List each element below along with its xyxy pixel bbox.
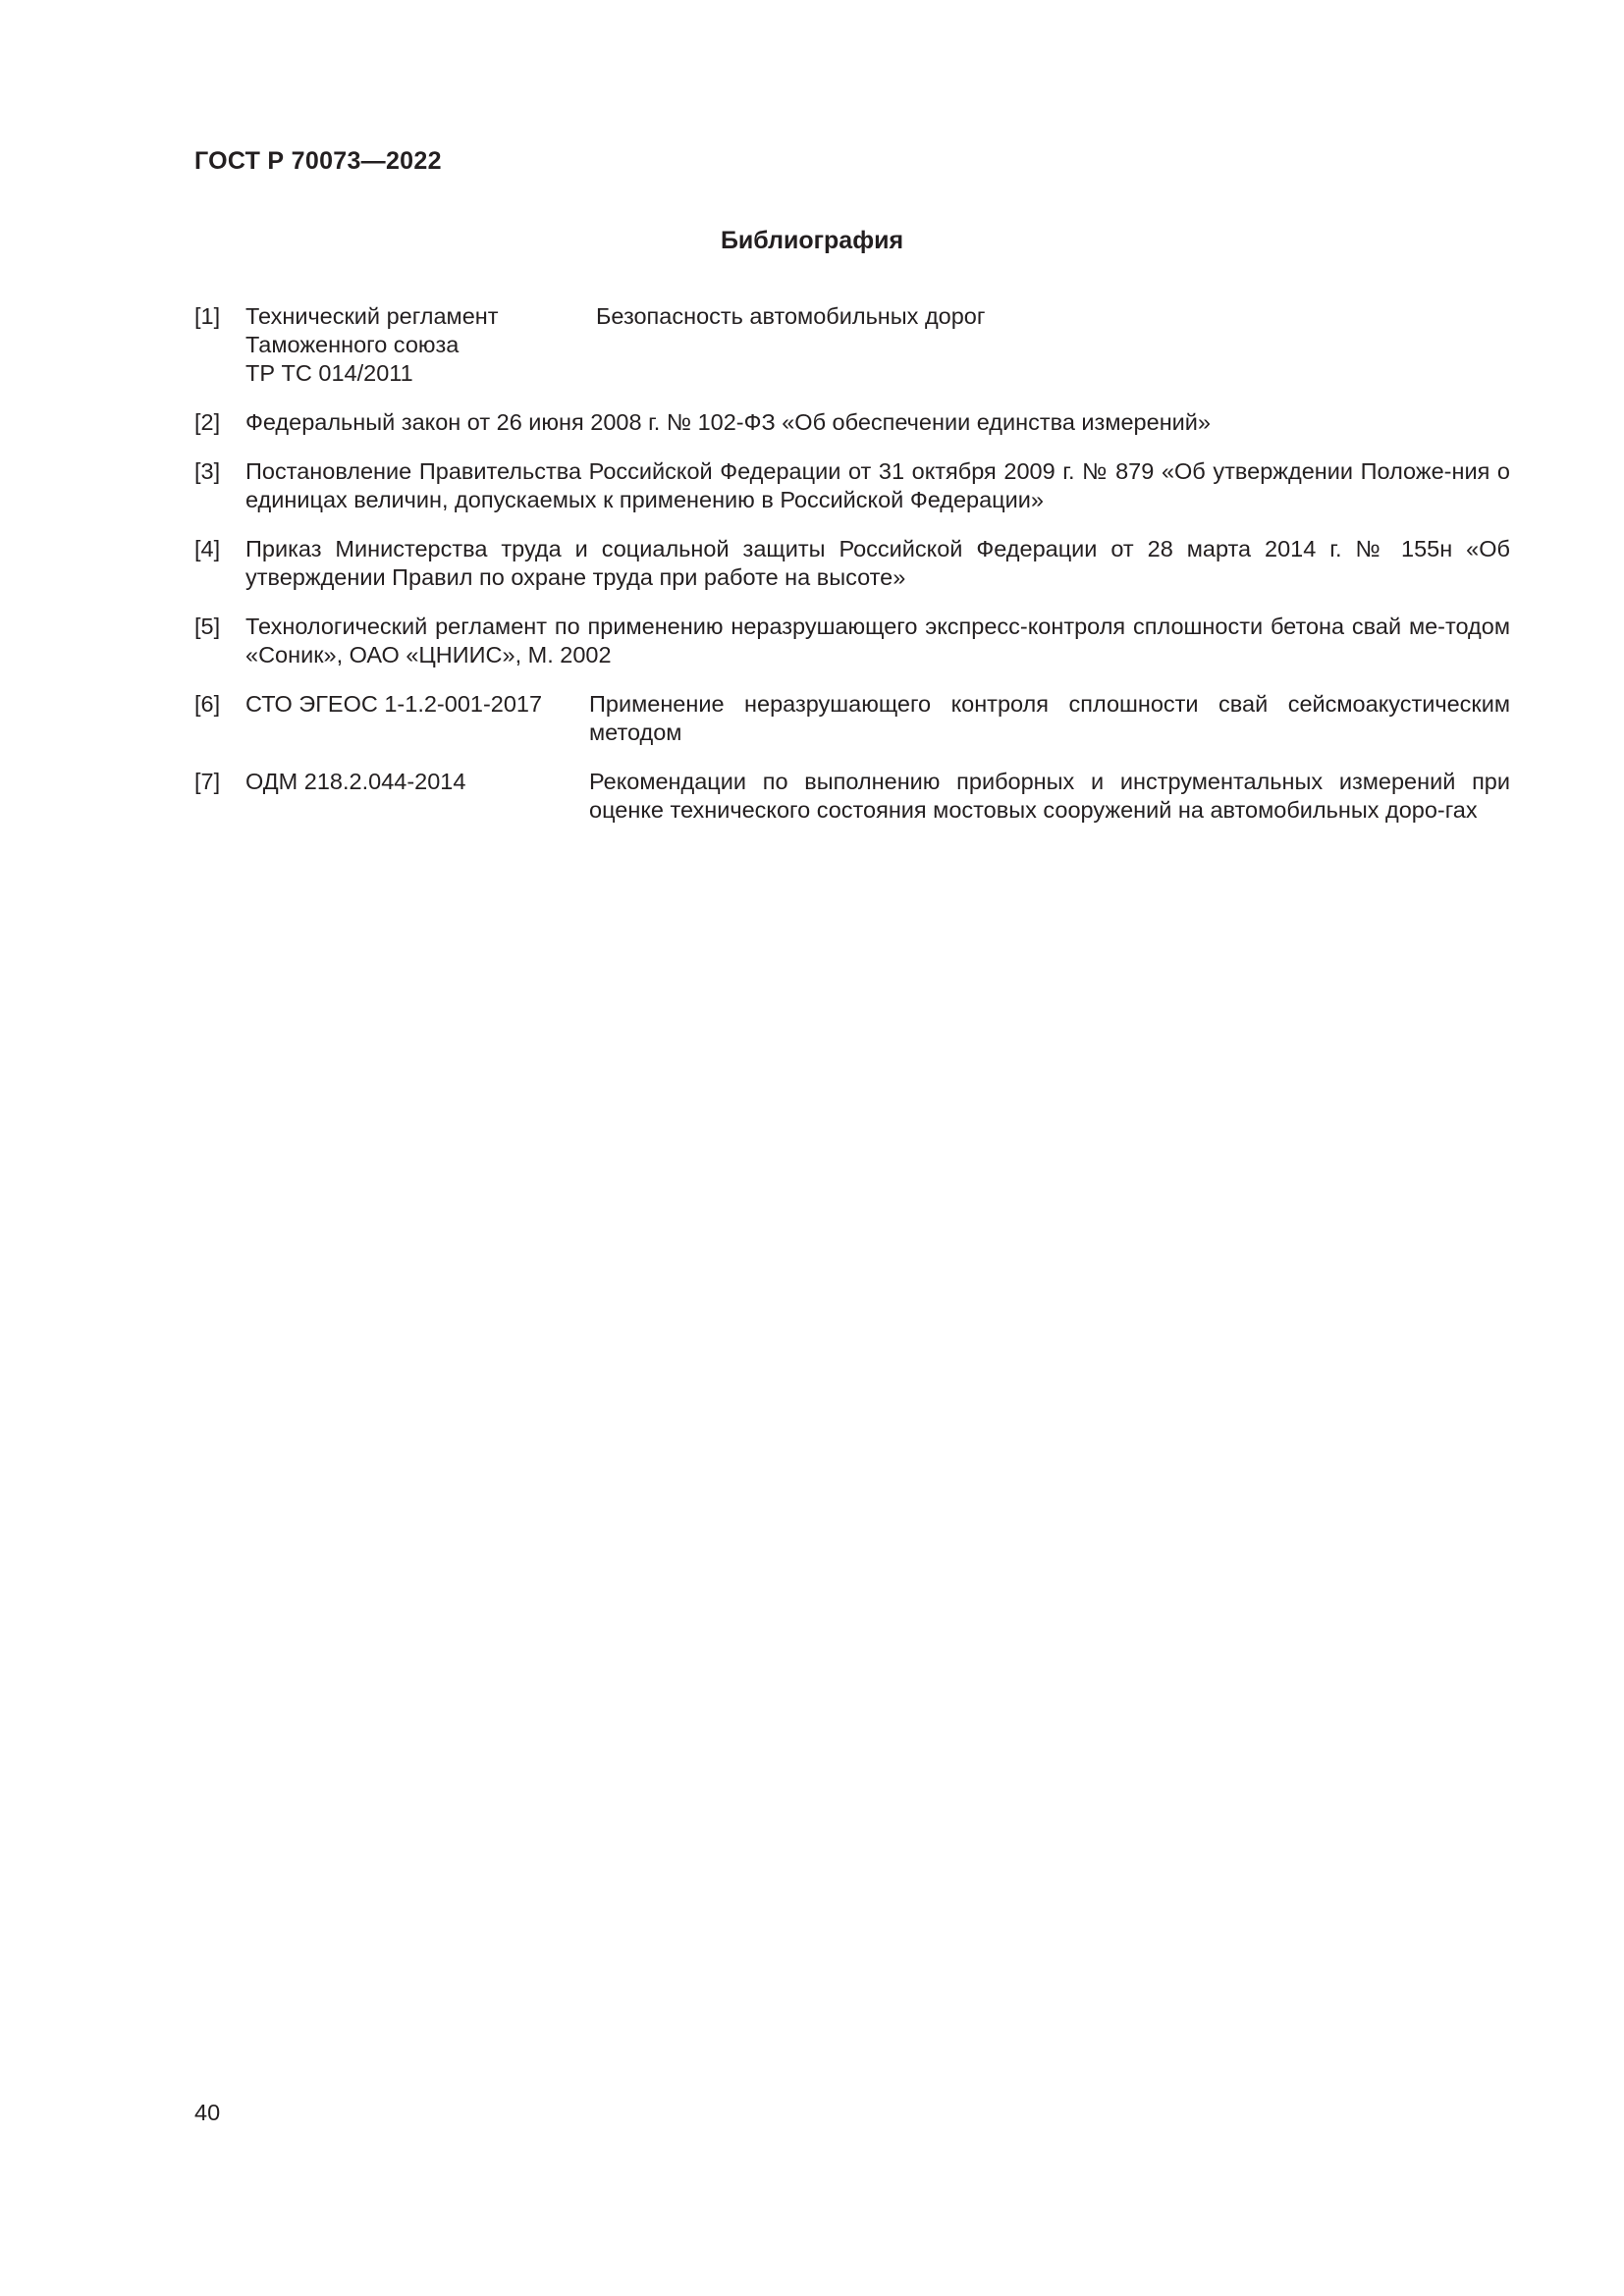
- entry-code-line: Технический регламент: [245, 303, 499, 329]
- entry-title: Рекомендации по выполнению приборных и инструментальных измерений при оценке технического состояния мостовых сооружений на автомобильных доро-гах: [589, 769, 1510, 823]
- bibliography-entry: [194, 457, 1510, 514]
- entry-code-line: Таможенного союза: [245, 332, 460, 357]
- bibliography-entry: [194, 302, 1510, 388]
- entry-text: Постановление Правительства Российской Федерации от 31 октября 2009 г. № 879 «Об утверждении Положе-ния о единицах величин, допускаемых к применению в Российской Федерации»: [245, 458, 1510, 512]
- bibliography-entry: [194, 613, 1510, 669]
- entry-code: СТО ЭГЕОС 1-1.2-001-2017: [245, 691, 543, 717]
- entry-text: Приказ Министерства труда и социальной защиты Российской Федерации от 28 марта 2014 г. № 155н «Об утверждении Правил по охране труда при работе на высоте»: [245, 536, 1510, 590]
- entry-number: [4]: [194, 536, 221, 561]
- bibliography-entry: [194, 690, 1510, 747]
- bibliography-entry: [194, 535, 1510, 592]
- entry-number: [2]: [194, 409, 221, 435]
- entry-number: [6]: [194, 691, 221, 717]
- bibliography-entry: [194, 408, 1510, 437]
- page-number: 40: [194, 2100, 221, 2125]
- entry-number: [3]: [194, 458, 221, 484]
- bibliography-list: [194, 302, 1510, 845]
- bibliography-entry: [194, 768, 1510, 825]
- entry-text: Технологический регламент по применению неразрушающего экспресс-контроля сплошности бетона свай ме-тодом «Соник», ОАО «ЦНИИС», М. 2002: [245, 614, 1510, 667]
- entry-number: [7]: [194, 769, 221, 794]
- entry-text: Федеральный закон от 26 июня 2008 г. № 102-ФЗ «Об обеспечении единства измерений»: [245, 409, 1211, 435]
- entry-code: [245, 302, 569, 388]
- entry-title: Применение неразрушающего контроля сплошности свай сейсмоакустическим методом: [589, 691, 1510, 745]
- entry-code: ОДМ 218.2.044-2014: [245, 769, 466, 794]
- entry-number: [1]: [194, 303, 221, 329]
- document-header: ГОСТ Р 70073—2022: [194, 147, 442, 175]
- entry-title: Безопасность автомобильных дорог: [596, 303, 986, 329]
- section-title: Библиография: [720, 227, 904, 254]
- entry-code-line: ТР ТС 014/2011: [245, 360, 413, 386]
- entry-number: [5]: [194, 614, 221, 639]
